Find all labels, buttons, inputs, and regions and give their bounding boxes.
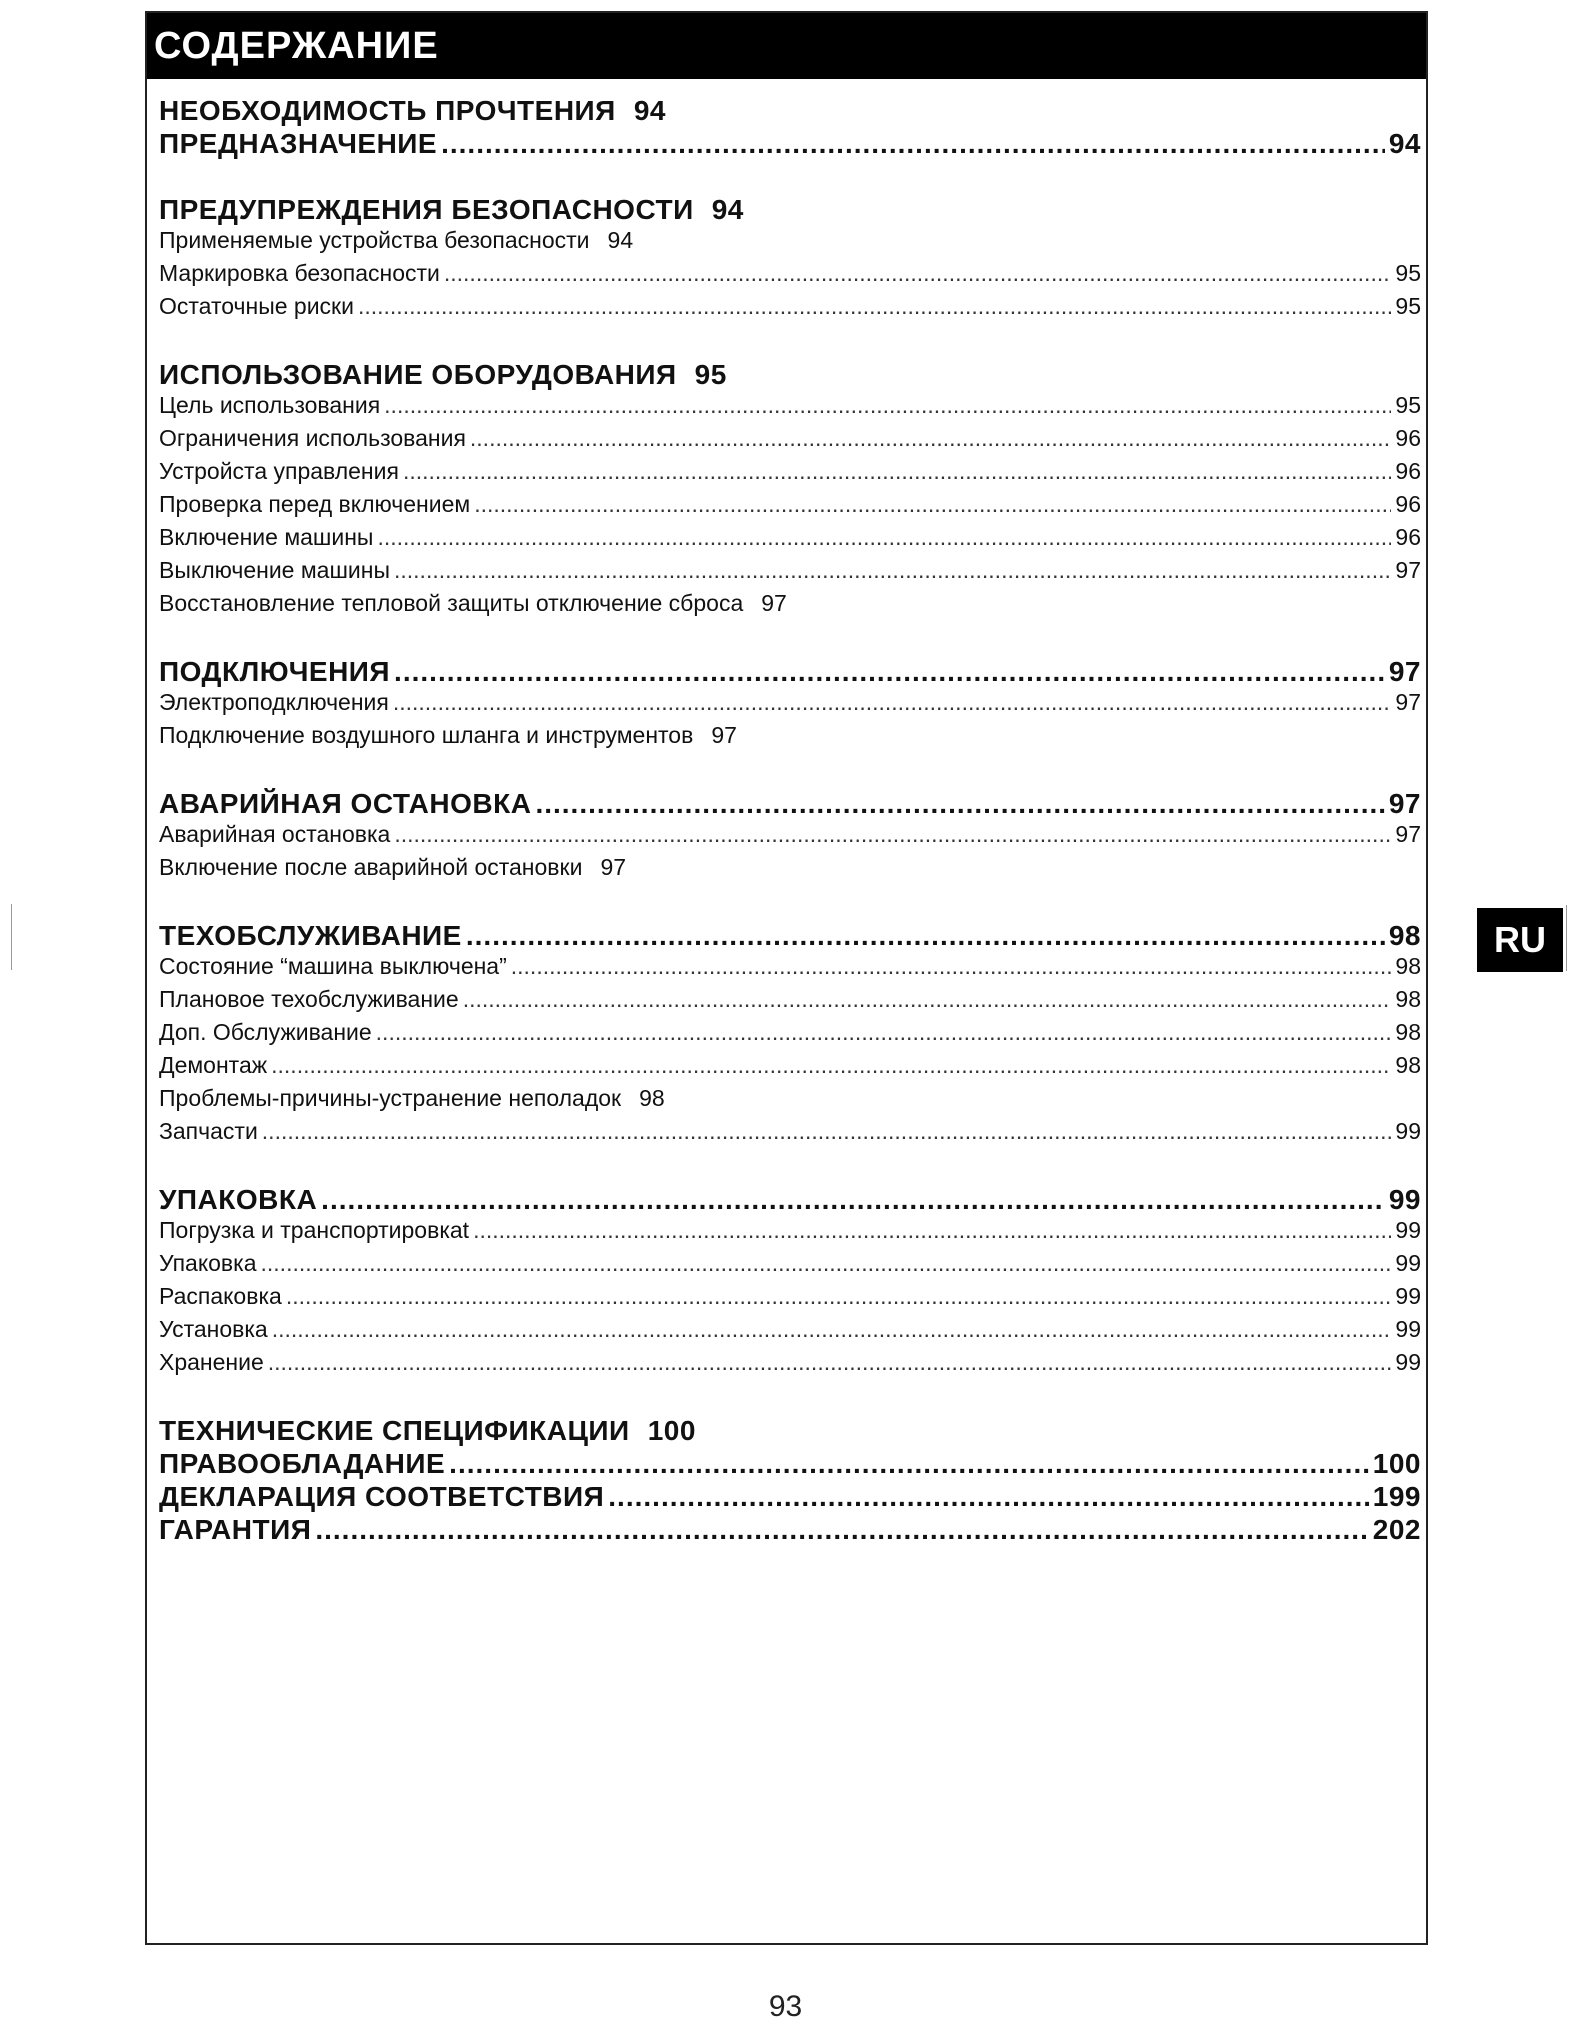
toc-dot-leader	[463, 986, 1392, 1013]
toc-entry-page-number: 199	[1372, 1481, 1421, 1512]
toc-entry-label: ИСПОЛЬЗОВАНИЕ ОБОРУДОВАНИЯ	[159, 359, 677, 390]
toc-subsection-entry[interactable]	[159, 953, 1421, 986]
toc-subsection-entry[interactable]	[159, 425, 1421, 458]
toc-entry-label: Маркировка безопасности	[159, 260, 440, 286]
toc-entry-label: Электроподключения	[159, 689, 389, 715]
toc-subsection-entry[interactable]	[159, 524, 1421, 557]
toc-subsection-entry[interactable]	[159, 293, 1421, 326]
toc-dot-leader	[444, 260, 1392, 287]
toc-entry-page-number: 97	[1395, 557, 1421, 583]
toc-section-entry[interactable]	[159, 1448, 1421, 1481]
page-number: 93	[768, 1990, 803, 2023]
toc-entry-label: Доп. Обслуживание	[159, 1019, 372, 1045]
toc-dot-leader	[262, 1118, 1392, 1145]
toc-entry-page-number: 95	[694, 359, 727, 390]
toc-section-entry[interactable]	[159, 656, 1421, 689]
toc-entry-label: Демонтаж	[159, 1052, 268, 1078]
toc-subsection-entry[interactable]	[159, 854, 1421, 887]
toc-entry-page-number: 99	[1395, 1316, 1421, 1342]
toc-section-entry[interactable]	[159, 1514, 1421, 1547]
toc-entry-label: Погрузка и транспортировкаt	[159, 1217, 470, 1243]
toc-subsection-entry[interactable]	[159, 590, 1421, 623]
toc-section-entry[interactable]	[159, 920, 1421, 953]
toc-entry-label: Аварийная остановка	[159, 821, 391, 847]
language-tab-ru[interactable]: RU	[1477, 908, 1563, 972]
toc-entry-page-number: 98	[1395, 1019, 1421, 1045]
toc-entry-label: Применяемые устройства безопасности	[159, 227, 590, 253]
toc-entry-label: Проблемы-причины-устранение неполадок	[159, 1085, 622, 1111]
toc-section-entry[interactable]	[159, 788, 1421, 821]
toc-entry-page-number: 97	[600, 854, 627, 880]
toc-entry-page-number: 95	[1395, 293, 1421, 319]
toc-entry-label: АВАРИЙНАЯ ОСТАНОВКА	[159, 788, 532, 819]
toc-entry-page-number: 96	[1395, 425, 1421, 451]
toc-dot-leader	[394, 821, 1391, 848]
toc-entry-page-number: 94	[711, 194, 744, 225]
toc-entry-label: ПОДКЛЮЧЕНИЯ	[159, 656, 391, 687]
toc-subsection-entry[interactable]	[159, 458, 1421, 491]
toc-entry-page-number: 97	[1395, 821, 1421, 847]
toc-entry-page-number: 99	[1395, 1250, 1421, 1276]
toc-entry-label: УПАКОВКА	[159, 1184, 318, 1215]
toc-dot-leader	[608, 1481, 1369, 1513]
toc-entry-page-number: 98	[639, 1085, 665, 1111]
toc-dot-leader	[511, 953, 1392, 980]
toc-entry-label: ПРЕДНАЗНАЧЕНИЕ	[159, 128, 438, 159]
toc-dot-leader	[384, 392, 1391, 419]
toc-entry-page-number: 97	[1388, 788, 1421, 819]
toc-dot-leader	[261, 1250, 1392, 1277]
toc-section-entry[interactable]	[159, 1184, 1421, 1217]
toc-entry-page-number: 98	[1395, 953, 1421, 979]
toc-subsection-entry[interactable]	[159, 1250, 1421, 1283]
toc-entry-label: Установка	[159, 1316, 268, 1342]
contents-frame	[145, 11, 1428, 1945]
toc-section-entry[interactable]	[159, 95, 1421, 128]
toc-dot-leader	[466, 920, 1385, 952]
toc-subsection-entry[interactable]	[159, 1217, 1421, 1250]
toc-entry-page-number: 99	[1395, 1283, 1421, 1309]
toc-entry-label: ТЕХОБСЛУЖИВАНИЕ	[159, 920, 462, 951]
contents-title: СОДЕРЖАНИЕ	[154, 25, 439, 67]
toc-entry-label: ГАРАНТИЯ	[159, 1514, 312, 1545]
toc-entry-label: Восстановление тепловой защиты отключение сброса	[159, 590, 744, 616]
toc-dot-leader	[449, 1448, 1369, 1480]
toc-dot-leader	[473, 1217, 1391, 1244]
toc-section-entry[interactable]	[159, 359, 1421, 392]
toc-entry-page-number: 98	[1388, 920, 1421, 951]
toc-entry-page-number: 94	[1388, 128, 1421, 159]
toc-entry-label: Проверка перед включением	[159, 491, 471, 517]
toc-entry-page-number: 99	[1388, 1184, 1421, 1215]
toc-entry-label: Включение машины	[159, 524, 374, 550]
toc-dot-leader	[268, 1349, 1392, 1376]
toc-dot-leader	[474, 491, 1391, 518]
toc-entry-page-number: 97	[711, 722, 737, 748]
toc-dot-leader	[394, 557, 1391, 584]
toc-section-entry[interactable]	[159, 128, 1421, 161]
toc-entry-page-number: 96	[1395, 491, 1421, 517]
toc-section-entry[interactable]	[159, 1481, 1421, 1514]
toc-section-entry[interactable]	[159, 1415, 1421, 1448]
toc-entry-page-number: 202	[1372, 1514, 1421, 1545]
toc-entry-label: Остаточные риски	[159, 293, 354, 319]
toc-entry-label: Ограничения использования	[159, 425, 466, 451]
toc-entry-page-number: 96	[1395, 524, 1421, 550]
toc-subsection-entry[interactable]	[159, 986, 1421, 1019]
toc-section-gap	[159, 1382, 1421, 1415]
toc-entry-page-number: 100	[1372, 1448, 1421, 1479]
toc-section-gap	[159, 326, 1421, 359]
toc-dot-leader	[394, 656, 1385, 688]
toc-subsection-entry[interactable]	[159, 1118, 1421, 1151]
toc-dot-leader	[286, 1283, 1392, 1310]
toc-subsection-entry[interactable]	[159, 1316, 1421, 1349]
toc-entry-label: ДЕКЛАРАЦИЯ СООТВЕТСТВИЯ	[159, 1481, 605, 1512]
table-of-contents	[159, 95, 1421, 1547]
toc-dot-leader	[377, 524, 1391, 551]
toc-dot-leader	[470, 425, 1392, 452]
toc-dot-leader	[403, 458, 1391, 485]
toc-subsection-entry[interactable]	[159, 392, 1421, 425]
toc-subsection-entry[interactable]	[159, 1052, 1421, 1085]
toc-entry-label: Хранение	[159, 1349, 264, 1375]
toc-entry-label: Запчасти	[159, 1118, 258, 1144]
toc-subsection-entry[interactable]	[159, 491, 1421, 524]
toc-entry-label: Состояние “машина выключена”	[159, 953, 507, 979]
toc-subsection-entry[interactable]	[159, 1019, 1421, 1052]
contents-header-bar	[147, 13, 1426, 79]
toc-section-entry[interactable]	[159, 194, 1421, 227]
toc-subsection-entry[interactable]	[159, 227, 1421, 260]
toc-dot-leader	[315, 1514, 1368, 1546]
toc-entry-label: ТЕХНИЧЕСКИЕ СПЕЦИФИКАЦИИ	[159, 1415, 630, 1446]
toc-entry-label: Цель использования	[159, 392, 381, 418]
toc-dot-leader	[376, 1019, 1392, 1046]
page-edge-mark-left	[11, 904, 12, 970]
toc-entry-page-number: 99	[1395, 1217, 1421, 1243]
page-edge-mark-right	[1566, 905, 1567, 971]
toc-entry-page-number: 95	[1395, 392, 1421, 418]
toc-entry-page-number: 98	[1395, 986, 1421, 1012]
toc-subsection-entry[interactable]	[159, 821, 1421, 854]
toc-entry-page-number: 94	[633, 95, 666, 126]
toc-dot-leader	[393, 689, 1392, 716]
toc-entry-page-number: 97	[1388, 656, 1421, 687]
toc-subsection-entry[interactable]	[159, 1349, 1421, 1382]
toc-entry-label: ПРАВООБЛАДАНИЕ	[159, 1448, 446, 1479]
toc-subsection-entry[interactable]	[159, 557, 1421, 590]
toc-entry-label: Распаковка	[159, 1283, 282, 1309]
toc-section-gap	[159, 1151, 1421, 1184]
toc-dot-leader	[441, 128, 1385, 160]
toc-entry-label: Плановое техобслуживание	[159, 986, 459, 1012]
toc-entry-label: ПРЕДУПРЕЖДЕНИЯ БЕЗОПАСНОСТИ	[159, 194, 694, 225]
toc-subsection-entry[interactable]	[159, 260, 1421, 293]
toc-entry-label: НЕОБХОДИМОСТЬ ПРОЧТЕНИЯ	[159, 95, 616, 126]
toc-section-gap	[159, 623, 1421, 656]
toc-subsection-entry[interactable]	[159, 1283, 1421, 1316]
toc-entry-page-number: 96	[1395, 458, 1421, 484]
toc-subsection-entry[interactable]	[159, 722, 1421, 755]
toc-entry-page-number: 94	[607, 227, 634, 253]
toc-entry-label: Подключение воздушного шланга и инструментов	[159, 722, 694, 748]
toc-entry-label: Упаковка	[159, 1250, 257, 1276]
toc-section-gap	[159, 755, 1421, 788]
toc-section-gap	[159, 887, 1421, 920]
toc-entry-page-number: 100	[647, 1415, 696, 1446]
toc-entry-page-number: 98	[1395, 1052, 1421, 1078]
toc-entry-page-number: 97	[761, 590, 787, 616]
toc-dot-leader	[272, 1316, 1392, 1343]
toc-entry-page-number: 99	[1395, 1118, 1421, 1144]
toc-entry-label: Устройста управления	[159, 458, 399, 484]
toc-entry-label: Выключение машины	[159, 557, 390, 583]
toc-dot-leader	[535, 788, 1384, 820]
toc-entry-label: Включение после аварийной остановки	[159, 854, 583, 880]
toc-entry-page-number: 99	[1395, 1349, 1421, 1375]
toc-subsection-entry[interactable]	[159, 689, 1421, 722]
toc-subsection-entry[interactable]	[159, 1085, 1421, 1118]
toc-dot-leader	[321, 1184, 1385, 1216]
toc-dot-leader	[358, 293, 1391, 320]
toc-entry-page-number: 95	[1395, 260, 1421, 286]
toc-dot-leader	[271, 1052, 1391, 1079]
toc-section-gap	[159, 161, 1421, 194]
toc-entry-page-number: 97	[1395, 689, 1421, 715]
